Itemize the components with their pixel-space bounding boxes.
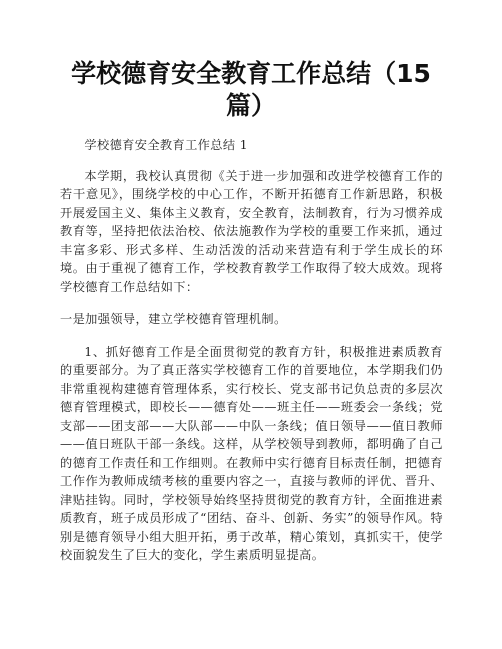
document-title: 学校德育安全教育工作总结（15篇） (71, 59, 431, 120)
paragraph-intro: 本学期，我校认真贯彻《关于进一步加强和改进学校德育工作的若干意见》，围绕学校的中心工作，不断开拓德育工作新思路，积极开展爱国主义、集体主义教育，安全教育，法制教育，行为习惯养成教育等，坚持把依法治校、依法施教作为学校的重要工作来抓，通过丰富多彩、形式多样、生动活泼的活动来营造有利于学生成长的环境。由于重视了德育工作，学校教育教学工作取得了较大成效。现将学校德育工作总结如下： (60, 168, 443, 294)
paragraph-heading-1: 一是加强领导，建立学校德育管理机制。 (60, 312, 287, 326)
paragraph-point-1: 1、抓好德育工作是全面贯彻党的教育方针，积极推进素质教育的重要部分。为了真正落实学校德育工作的首要地位，本学期我们仍非常重视构建德育管理体系，实行校长、党支部书记负总责的多层次德育管理模式，即校长——德育处——班主任——班委会一条线；党支部——团支部——大队部——中队一条线；值日领导——值日教师——值日班队干部一条线。这样，从学校领导到教师，都明确了自己的德育工作责任和工作细则。在教师中实行德育目标责任制，把德育工作作为教师成绩考核的重要内容之一，直接与教师的评优、晋升、津贴挂钩。同时，学校领导始终坚持贯彻党的教育方针，全面推进素质教育，班子成员形成了“团结、奋斗、创新、务实”的领导作风。特别是德育领导小组大胆开拓，勇于改革，精心策划，真抓实干，使学校面貌发生了巨大的变化，学生素质明显提高。 (60, 344, 443, 562)
section-subtitle: 学校德育安全教育工作总结 1 (84, 138, 248, 152)
document-body (60, 136, 443, 565)
